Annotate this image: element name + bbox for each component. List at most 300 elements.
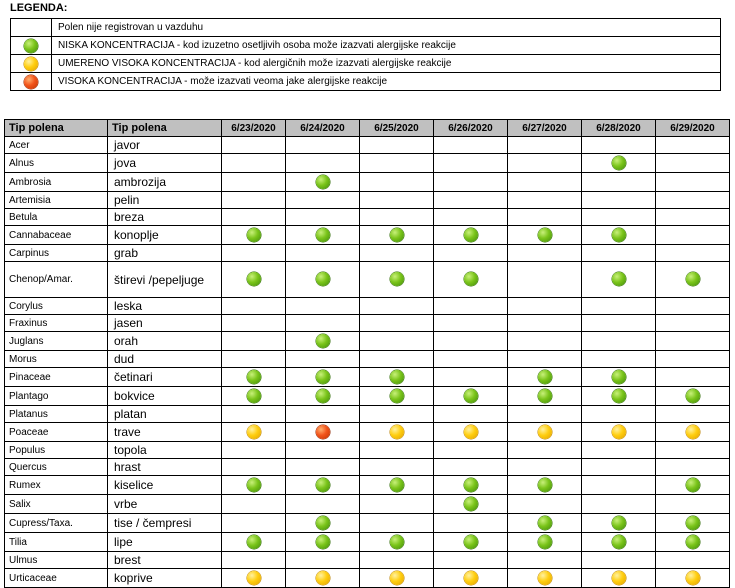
concentration-cell [360,173,434,192]
mid-concentration-dot-icon [24,57,38,71]
pollen-latin-name: Acer [5,137,108,154]
concentration-cell [508,209,582,226]
concentration-cell [656,351,730,368]
concentration-cell [508,495,582,514]
mid-concentration-dot-icon [316,571,330,585]
pollen-latin-name: Populus [5,442,108,459]
mid-concentration-dot-icon [464,571,478,585]
pollen-local-name: koprive [108,569,222,588]
concentration-cell [508,154,582,173]
table-row [5,552,730,569]
concentration-cell [582,368,656,387]
table-row [5,351,730,368]
concentration-cell [286,154,360,173]
concentration-cell [360,459,434,476]
table-row [5,533,730,552]
concentration-cell [508,351,582,368]
low-concentration-dot-icon [538,389,552,403]
pollen-local-name: štirevi /pepeljuge [108,262,222,298]
legend-swatch [11,19,52,37]
low-concentration-dot-icon [390,370,404,384]
mid-concentration-dot-icon [247,571,261,585]
concentration-cell [434,423,508,442]
concentration-cell [434,245,508,262]
concentration-cell [508,406,582,423]
concentration-cell [222,514,286,533]
concentration-cell [286,495,360,514]
concentration-cell [434,514,508,533]
concentration-cell [286,514,360,533]
low-concentration-dot-icon [316,175,330,189]
concentration-cell [656,332,730,351]
legend-text: UMERENO VISOKA KONCENTRACIJA - kod alergičnih može izazvati alergijske reakcije [52,55,721,73]
low-concentration-dot-icon [612,389,626,403]
pollen-local-name: bokvice [108,387,222,406]
table-row [5,476,730,495]
column-header-pollen-type: Tip polena [108,120,222,137]
concentration-cell [360,351,434,368]
pollen-latin-name: Juglans [5,332,108,351]
concentration-cell [286,387,360,406]
column-header-date: 6/27/2020 [508,120,582,137]
concentration-cell [656,406,730,423]
table-row [5,209,730,226]
low-concentration-dot-icon [316,272,330,286]
concentration-cell [286,569,360,588]
concentration-cell [508,173,582,192]
concentration-cell [582,569,656,588]
legend-text: NISKA KONCENTRACIJA - kod izuzetno osetljivih osoba može izazvati alergijske reakcije [52,37,721,55]
concentration-cell [434,476,508,495]
concentration-cell [286,442,360,459]
low-concentration-dot-icon [316,389,330,403]
pollen-latin-name: Ulmus [5,552,108,569]
low-concentration-dot-icon [612,535,626,549]
concentration-cell [222,315,286,332]
legend-swatch [11,55,52,73]
low-concentration-dot-icon [612,516,626,530]
concentration-cell [434,533,508,552]
table-row [5,569,730,588]
table-row [5,406,730,423]
concentration-cell [360,476,434,495]
concentration-cell [508,459,582,476]
legend-swatch [11,73,52,91]
column-header-date: 6/24/2020 [286,120,360,137]
low-concentration-dot-icon [686,272,700,286]
low-concentration-dot-icon [316,516,330,530]
low-concentration-dot-icon [316,535,330,549]
concentration-cell [656,226,730,245]
table-row [5,192,730,209]
column-header-date: 6/25/2020 [360,120,434,137]
concentration-cell [582,226,656,245]
legend-row [11,37,721,55]
concentration-cell [434,459,508,476]
low-concentration-dot-icon [538,228,552,242]
low-concentration-dot-icon [316,478,330,492]
pollen-latin-name: Carpinus [5,245,108,262]
low-concentration-dot-icon [247,228,261,242]
concentration-cell [360,332,434,351]
low-concentration-dot-icon [686,516,700,530]
concentration-cell [656,137,730,154]
concentration-cell [656,262,730,298]
low-concentration-dot-icon [612,156,626,170]
concentration-cell [582,387,656,406]
pollen-local-name: jasen [108,315,222,332]
mid-concentration-dot-icon [612,571,626,585]
concentration-cell [508,423,582,442]
low-concentration-dot-icon [247,272,261,286]
concentration-cell [286,476,360,495]
column-header-date: 6/23/2020 [222,120,286,137]
concentration-cell [656,459,730,476]
pollen-local-name: vrbe [108,495,222,514]
concentration-cell [286,173,360,192]
pollen-local-name: tise / čempresi [108,514,222,533]
pollen-latin-name: Platanus [5,406,108,423]
pollen-latin-name: Morus [5,351,108,368]
concentration-cell [508,332,582,351]
concentration-cell [434,226,508,245]
concentration-cell [360,226,434,245]
concentration-cell [222,459,286,476]
concentration-cell [286,423,360,442]
concentration-cell [656,154,730,173]
low-concentration-dot-icon [247,535,261,549]
concentration-cell [222,476,286,495]
pollen-latin-name: Betula [5,209,108,226]
legend-row [11,19,721,37]
concentration-cell [582,245,656,262]
table-row [5,298,730,315]
legend-text: Polen nije registrovan u vazduhu [52,19,721,37]
concentration-cell [508,387,582,406]
concentration-cell [582,137,656,154]
concentration-cell [656,192,730,209]
table-row [5,262,730,298]
concentration-cell [582,298,656,315]
pollen-latin-name: Ambrosia [5,173,108,192]
pollen-latin-name: Plantago [5,387,108,406]
low-concentration-dot-icon [538,370,552,384]
pollen-local-name: lipe [108,533,222,552]
pollen-local-name: brest [108,552,222,569]
column-header-date: 6/29/2020 [656,120,730,137]
concentration-cell [286,209,360,226]
concentration-cell [222,332,286,351]
concentration-cell [286,459,360,476]
concentration-cell [222,387,286,406]
mid-concentration-dot-icon [686,425,700,439]
table-row [5,368,730,387]
concentration-cell [222,368,286,387]
concentration-cell [286,245,360,262]
concentration-cell [286,262,360,298]
legend-table [10,18,721,91]
concentration-cell [508,533,582,552]
pollen-table [4,119,730,588]
table-row [5,387,730,406]
concentration-cell [434,442,508,459]
concentration-cell [286,226,360,245]
table-row [5,154,730,173]
concentration-cell [508,569,582,588]
pollen-latin-name: Alnus [5,154,108,173]
pollen-local-name: leska [108,298,222,315]
concentration-cell [222,406,286,423]
low-concentration-dot-icon [247,389,261,403]
concentration-cell [360,315,434,332]
pollen-local-name: ambrozija [108,173,222,192]
concentration-cell [222,173,286,192]
low-concentration-dot-icon [390,535,404,549]
pollen-local-name: breza [108,209,222,226]
concentration-cell [582,315,656,332]
pollen-local-name: orah [108,332,222,351]
low-concentration-dot-icon [464,478,478,492]
low-concentration-dot-icon [316,334,330,348]
mid-concentration-dot-icon [612,425,626,439]
concentration-cell [360,514,434,533]
concentration-cell [508,245,582,262]
low-concentration-dot-icon [464,272,478,286]
concentration-cell [434,209,508,226]
concentration-cell [582,154,656,173]
concentration-cell [222,552,286,569]
pollen-local-name: dud [108,351,222,368]
concentration-cell [582,495,656,514]
pollen-local-name: kiselice [108,476,222,495]
concentration-cell [434,315,508,332]
concentration-cell [222,154,286,173]
concentration-cell [508,368,582,387]
low-concentration-dot-icon [538,535,552,549]
concentration-cell [222,351,286,368]
pollen-latin-name: Cannabaceae [5,226,108,245]
pollen-local-name: grab [108,245,222,262]
low-concentration-dot-icon [686,535,700,549]
concentration-cell [582,406,656,423]
low-concentration-dot-icon [247,370,261,384]
concentration-cell [222,533,286,552]
concentration-cell [360,154,434,173]
concentration-cell [656,209,730,226]
pollen-latin-name: Corylus [5,298,108,315]
concentration-cell [508,514,582,533]
high-concentration-dot-icon [24,75,38,89]
concentration-cell [360,192,434,209]
concentration-cell [434,351,508,368]
low-concentration-dot-icon [464,228,478,242]
concentration-cell [434,569,508,588]
legend-title: LEGENDA: [10,2,68,14]
low-concentration-dot-icon [390,228,404,242]
concentration-cell [222,298,286,315]
concentration-cell [286,137,360,154]
table-row [5,226,730,245]
concentration-cell [656,173,730,192]
pollen-latin-name: Artemisia [5,192,108,209]
concentration-cell [656,514,730,533]
low-concentration-dot-icon [686,389,700,403]
table-row [5,315,730,332]
concentration-cell [508,262,582,298]
low-concentration-dot-icon [24,39,38,53]
concentration-cell [286,192,360,209]
low-concentration-dot-icon [612,370,626,384]
low-concentration-dot-icon [686,478,700,492]
concentration-cell [582,351,656,368]
concentration-cell [434,332,508,351]
concentration-cell [508,476,582,495]
pollen-local-name: četinari [108,368,222,387]
concentration-cell [656,495,730,514]
concentration-cell [434,262,508,298]
low-concentration-dot-icon [390,478,404,492]
low-concentration-dot-icon [316,370,330,384]
concentration-cell [360,495,434,514]
pollen-local-name: topola [108,442,222,459]
low-concentration-dot-icon [538,516,552,530]
concentration-cell [434,137,508,154]
concentration-cell [222,192,286,209]
concentration-cell [582,262,656,298]
pollen-local-name: hrast [108,459,222,476]
pollen-local-name: konoplje [108,226,222,245]
concentration-cell [286,552,360,569]
pollen-latin-name: Urticaceae [5,569,108,588]
concentration-cell [286,533,360,552]
low-concentration-dot-icon [390,272,404,286]
concentration-cell [582,552,656,569]
concentration-cell [434,298,508,315]
concentration-cell [286,298,360,315]
table-row [5,137,730,154]
concentration-cell [582,459,656,476]
high-concentration-dot-icon [316,425,330,439]
mid-concentration-dot-icon [538,425,552,439]
concentration-cell [508,192,582,209]
concentration-cell [656,298,730,315]
pollen-latin-name: Salix [5,495,108,514]
concentration-cell [222,423,286,442]
concentration-cell [582,423,656,442]
concentration-cell [434,387,508,406]
concentration-cell [360,137,434,154]
concentration-cell [582,332,656,351]
concentration-cell [434,552,508,569]
concentration-cell [508,315,582,332]
concentration-cell [360,298,434,315]
concentration-cell [434,368,508,387]
concentration-cell [508,137,582,154]
concentration-cell [434,173,508,192]
pollen-latin-name: Quercus [5,459,108,476]
concentration-cell [360,245,434,262]
table-row [5,332,730,351]
concentration-cell [582,476,656,495]
table-row [5,495,730,514]
concentration-cell [508,442,582,459]
concentration-cell [360,406,434,423]
concentration-cell [582,514,656,533]
pollen-latin-name: Cupress/Taxa. [5,514,108,533]
pollen-local-name: javor [108,137,222,154]
concentration-cell [360,442,434,459]
table-row [5,173,730,192]
mid-concentration-dot-icon [390,571,404,585]
table-row [5,245,730,262]
concentration-cell [360,533,434,552]
low-concentration-dot-icon [247,478,261,492]
concentration-cell [222,226,286,245]
concentration-cell [222,442,286,459]
concentration-cell [360,387,434,406]
concentration-cell [222,495,286,514]
concentration-cell [360,552,434,569]
concentration-cell [360,569,434,588]
concentration-cell [582,209,656,226]
concentration-cell [222,137,286,154]
concentration-cell [656,476,730,495]
pollen-local-name: jova [108,154,222,173]
concentration-cell [656,387,730,406]
concentration-cell [434,192,508,209]
mid-concentration-dot-icon [390,425,404,439]
concentration-cell [222,245,286,262]
table-row [5,423,730,442]
concentration-cell [656,533,730,552]
concentration-cell [286,332,360,351]
concentration-cell [582,192,656,209]
column-header-pollen-type: Tip polena [5,120,108,137]
concentration-cell [434,406,508,423]
pollen-latin-name: Poaceae [5,423,108,442]
legend-swatch [11,37,52,55]
concentration-cell [508,226,582,245]
column-header-date: 6/28/2020 [582,120,656,137]
concentration-cell [286,368,360,387]
concentration-cell [582,442,656,459]
pollen-latin-name: Pinaceae [5,368,108,387]
concentration-cell [434,154,508,173]
mid-concentration-dot-icon [686,571,700,585]
pollen-local-name: platan [108,406,222,423]
concentration-cell [286,406,360,423]
table-row [5,514,730,533]
concentration-cell [222,569,286,588]
legend-row [11,55,721,73]
concentration-cell [360,423,434,442]
low-concentration-dot-icon [612,272,626,286]
table-row [5,442,730,459]
legend-text: VISOKA KONCENTRACIJA - može izazvati veoma jake alergijske reakcije [52,73,721,91]
concentration-cell [656,552,730,569]
low-concentration-dot-icon [464,497,478,511]
pollen-latin-name: Fraxinus [5,315,108,332]
concentration-cell [222,209,286,226]
concentration-cell [656,245,730,262]
concentration-cell [360,262,434,298]
concentration-cell [582,173,656,192]
pollen-local-name: pelin [108,192,222,209]
low-concentration-dot-icon [538,478,552,492]
mid-concentration-dot-icon [464,425,478,439]
low-concentration-dot-icon [316,228,330,242]
concentration-cell [508,298,582,315]
